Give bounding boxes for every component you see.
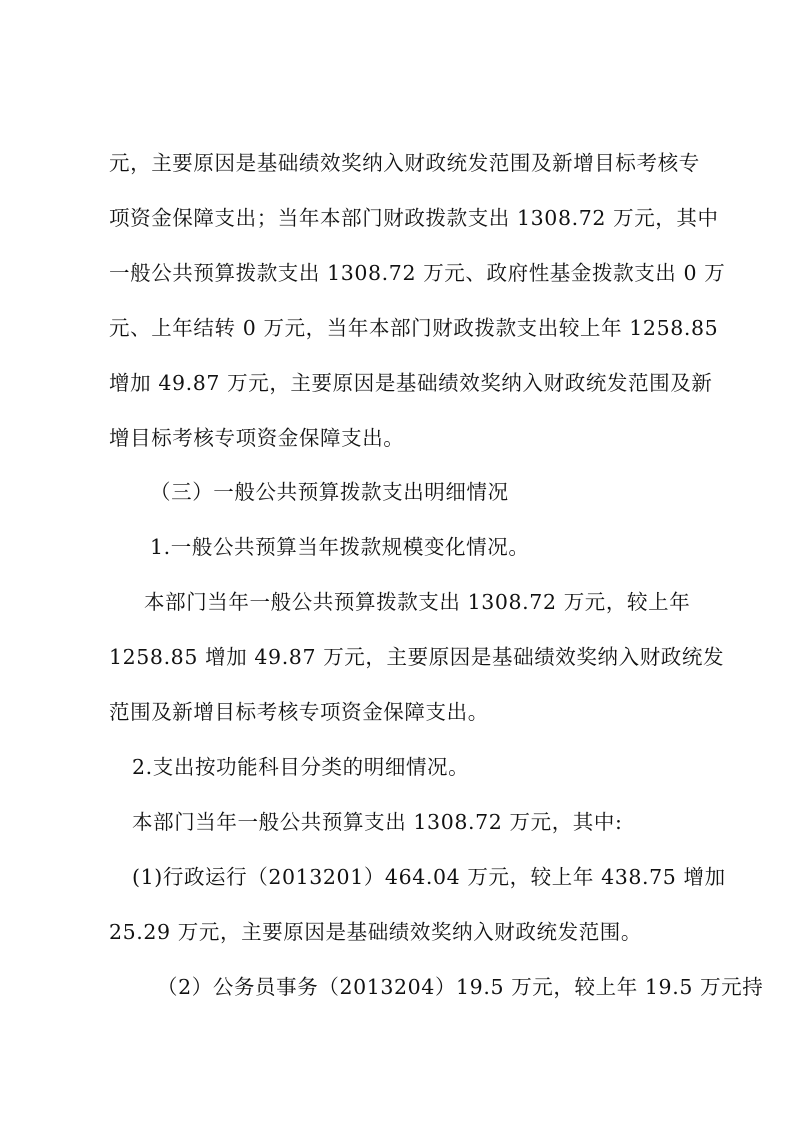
body-line-3: 一般公共预算拨款支出 1308.72 万元、政府性基金拨款支出 0 万 xyxy=(109,261,726,285)
body-line-11: 范围及新增目标考核专项资金保障支出。 xyxy=(109,700,489,724)
body-line-2: 项资金保障支出；当年本部门财政拨款支出 1308.72 万元，其中 xyxy=(109,206,719,230)
section-heading: （三）一般公共预算拨款支出明细情况 xyxy=(150,480,509,504)
subheading-2: 2.支出按功能科目分类的明细情况。 xyxy=(132,755,470,779)
body-line-10: 1258.85 增加 49.87 万元，主要原因是基础绩效奖纳入财政统发 xyxy=(109,645,725,669)
item-1-line-1: (1)行政运行（2013201）464.04 万元，较上年 438.75 增加 xyxy=(132,865,726,889)
item-1-line-2: 25.29 万元，主要原因是基础绩效奖纳入财政统发范围。 xyxy=(109,920,643,944)
body-line-9: 本部门当年一般公共预算拨款支出 1308.72 万元，较上年 xyxy=(144,590,691,614)
body-line-4: 元、上年结转 0 万元，当年本部门财政拨款支出较上年 1258.85 xyxy=(109,316,719,340)
body-line-6: 增目标考核专项资金保障支出。 xyxy=(109,426,405,450)
body-line-1: 元，主要原因是基础绩效奖纳入财政统发范围及新增目标考核专 xyxy=(109,151,700,175)
item-2-line-1: （2）公务员事务（2013204）19.5 万元，较上年 19.5 万元持 xyxy=(157,975,764,999)
body-line-13: 本部门当年一般公共预算支出 1308.72 万元，其中: xyxy=(132,810,623,834)
subheading-1: 1.一般公共预算当年拨款规模变化情况。 xyxy=(150,535,530,559)
body-line-5: 增加 49.87 万元，主要原因是基础绩效奖纳入财政统发范围及新 xyxy=(109,371,713,395)
